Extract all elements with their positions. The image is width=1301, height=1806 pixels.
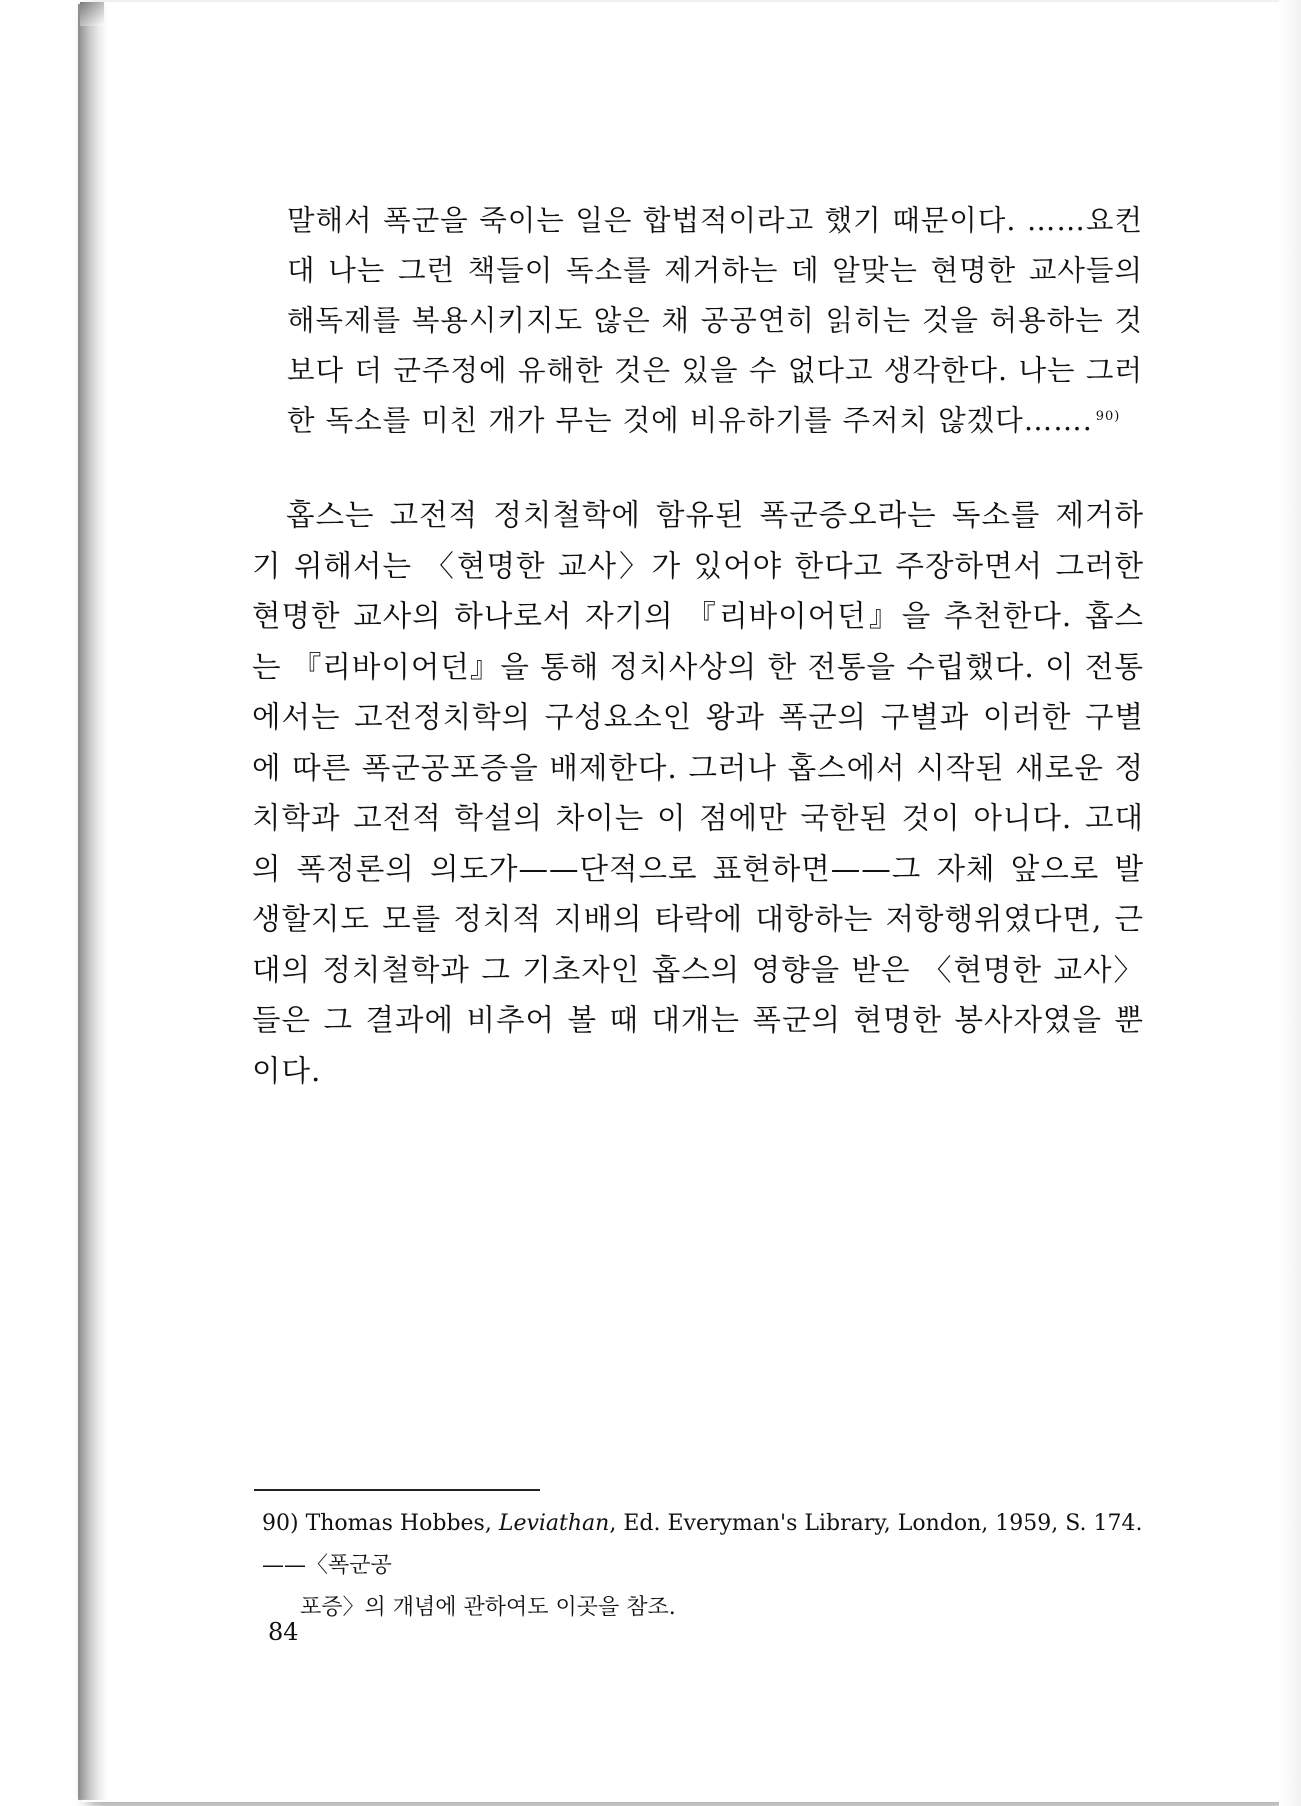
- footnote-author: Thomas Hobbes,: [305, 1511, 492, 1536]
- main-paragraph: [252, 490, 1144, 1096]
- footnote-continuation: 포증〉의 개념에 관하여도 이곳을 참조.: [300, 1595, 676, 1620]
- footnote-details: , Ed. Everyman's Library, London, 1959, S. 174. ——〈폭군공: [262, 1511, 1143, 1578]
- page-corner-fold: [80, 2, 104, 26]
- quote-body: 말해서 폭군을 죽이는 일은 합법적이라고 했기 때문이다. ……요컨대 나는 그런 책들이 독소를 제거하는 데 알맞는 현명한 교사들의 해독제를 복용시키지도 않은 채 공공연히 읽히는 것을 허용하는 것보다 더 군주정에 유해한 것은 있을 수 없다고 생각한다. 나는 그러한 독소를 미친 개가 무는 것에 비유하기를 주저치 않겠다…….: [287, 204, 1143, 437]
- page-number: 84: [268, 1618, 299, 1646]
- page-edge-shadow: [78, 4, 108, 1800]
- block-quote: [287, 196, 1143, 446]
- paragraph-text: 홉스는 고전적 정치철학에 함유된 폭군증오라는 독소를 제거하기 위해서는 〈현명한 교사〉가 있어야 한다고 주장하면서 그러한 현명한 교사의 하나로서 자기의 『리바이어던』을 추천한다. 홉스는 『리바이어던』을 통해 정치사상의 한 전통을 수립했다. 이 전통에서는 고전정치학의 구성요소인 왕과 폭군의 구별과 이러한 구별에 따른 폭군공포증을 배제한다. 그러나 홉스에서 시작된 새로운 정치학과 고전적 학설의 차이는 이 점에만 국한된 것이 아니다. 고대의 폭정론의 의도가——단적으로 표현하면——그 자체 앞으로 발생할지도 모를 정치적 지배의 타락에 대항하는 저항행위였다면, 근대의 정치철학과 그 기초자인 홉스의 영향을 받은 〈현명한 교사〉들은 그 결과에 비추어 볼 때 대개는 폭군의 현명한 봉사자였을 뿐이다.: [252, 498, 1144, 1088]
- footnote-divider: [254, 1489, 540, 1491]
- footnote-number: 90): [262, 1511, 299, 1536]
- footnote-title: Leviathan: [498, 1511, 610, 1536]
- footnote-reference[interactable]: 90): [1095, 408, 1121, 424]
- footnote: [262, 1503, 1150, 1629]
- footnote-line-1: [262, 1503, 1150, 1587]
- block-quote-text: [287, 196, 1143, 446]
- page-right-edge: [1279, 0, 1301, 1806]
